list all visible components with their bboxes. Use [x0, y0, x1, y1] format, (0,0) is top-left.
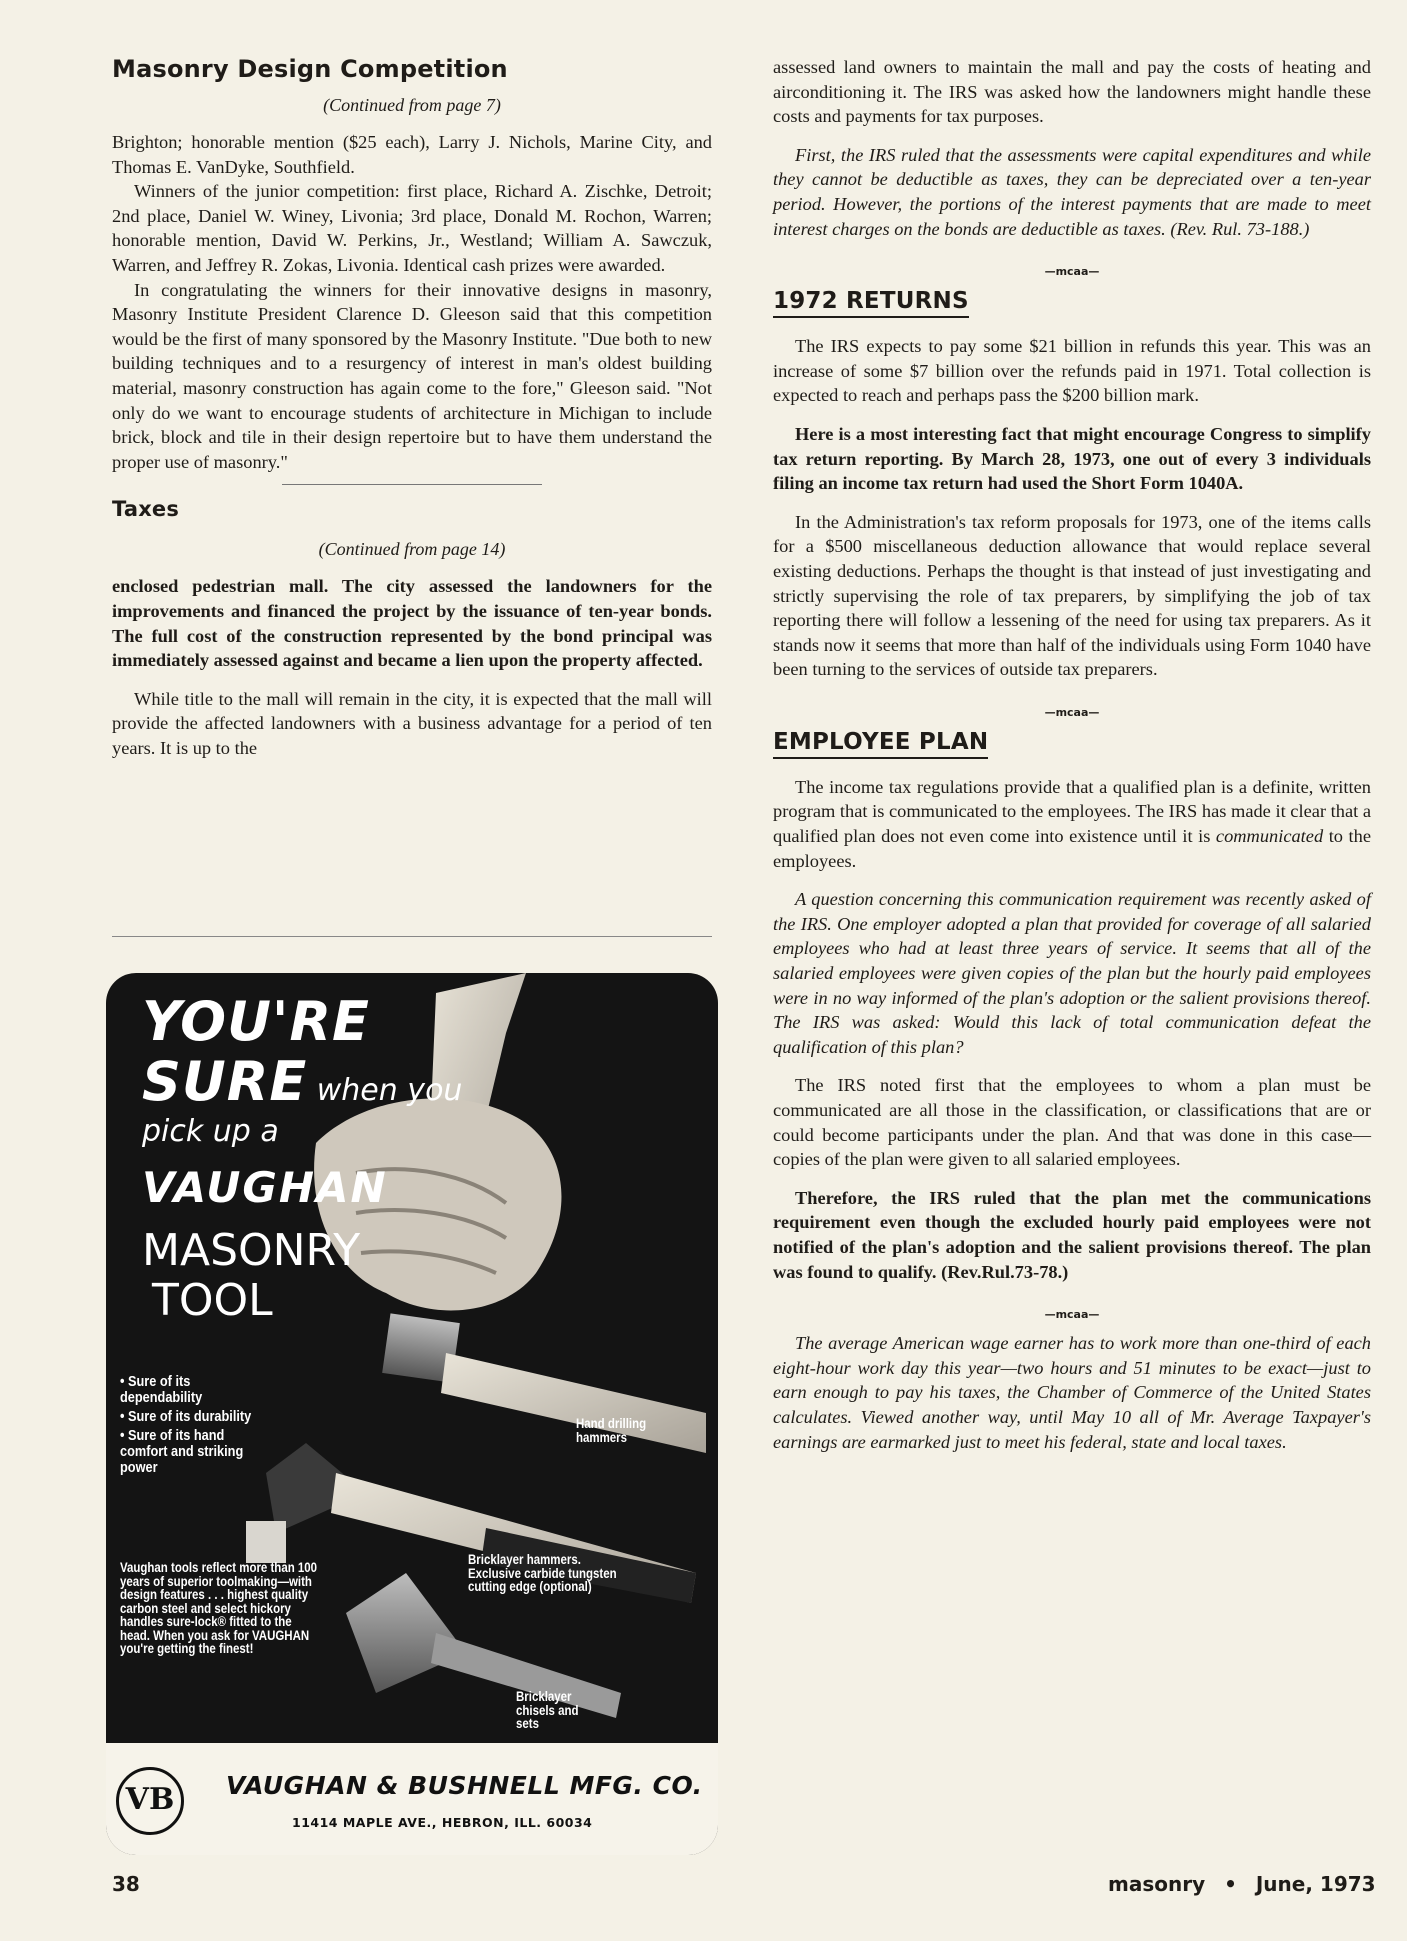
bricklayer-chisel-blade	[346, 1573, 466, 1693]
right-column	[773, 55, 1371, 1454]
masonry-paragraph-2: Winners of the junior competition: first place, Richard A. Zischke, Detroit; 2nd place, Daniel W. Winey, Livonia; 3rd place, Donald M. Rochon, Warren; honorable mention, David W. Perkins, Jr., Westland; William A. Sawczuk, Warren, and Jeffrey R. Zokas, Livonia. Identical cash prizes were awarded.	[112, 181, 712, 275]
mcaa-separator-1: —mcaa—	[1044, 265, 1100, 279]
ad-company-banner	[106, 1743, 718, 1855]
returns-1972-title: 1972 RETURNS	[773, 288, 969, 318]
masonry-competition-title: Masonry Design Competition	[112, 55, 508, 83]
irs-ruling-paragraph: First, the IRS ruled that the assessments were capital expenditures and while they cannot be deductible as taxes, they can be depreciated over a ten-year period. However, the portions of the interest payments that are made to meet interest charges on the bonds are deductible as taxes. (Rev. Rul. 73-188.)	[773, 144, 1371, 239]
footer-date: June, 1973	[1255, 1872, 1376, 1896]
ad-bullet-list	[120, 1374, 265, 1479]
employee-plan-p1-c: to the employees.	[773, 826, 1371, 871]
taxes-title: Taxes	[112, 497, 180, 522]
mall-assessment-paragraph: assessed land owners to maintain the mall and pay the costs of heating and airconditioning it. The IRS was asked how the landowners might handle these costs and payments for tax purposes.	[773, 57, 1371, 127]
employee-plan-paragraph-2: A question concerning this communication requirement was recently asked of the IRS. One employer adopted a plan that provided for coverage of all salaried employees who had at least three years of service. It seems that all of the salaried employees were given copies of the plan but the hourly paid employees were in no way informed of the plan's adoption or the salient provisions thereof. The IRS was asked: Would this lack of total communication defeat the qualification of this plan?	[773, 889, 1371, 1057]
ad-headline-line-1: YOU'RE	[142, 990, 370, 1053]
drilling-hammer-handle	[441, 1353, 706, 1453]
masonry-paragraph-3: In congratulating the winners for their innovative designs in masonry, Masonry Institute President Clarence D. Gleeson said that this competition would be the first of many sponsored by the Masonry Institute. "Due both to new building techniques and to a resurgency of interest in man's oldest building material, masonry construction has again come to the fore," Gleeson said. "Not only do we want to encourage students of architecture in Michigan to include brick, block and tile in their design repertoire but to have them understand the proper use of masonry."	[112, 279, 712, 472]
section-divider	[282, 484, 542, 485]
label-bricklayer-chisels: Bricklayer chisels and sets	[516, 1689, 579, 1731]
returns-paragraph-2: Here is a most interesting fact that might encourage Congress to simplify tax return reporting. By March 28, 1973, one out of every 3 individuals filing an income tax return had used the Short Form 1040A.	[773, 423, 1371, 494]
employee-plan-paragraph-3: The IRS noted first that the employees to whom a plan must be communicated are all those in the classification, or classifications that are or could become participants under the plan. And that was done in this case—copies of the plan were given to all salaried employees.	[773, 1075, 1371, 1170]
employee-plan-p1-emphasis: communicated	[1215, 826, 1324, 847]
footer-publication-name: masonry	[1108, 1872, 1206, 1896]
returns-paragraph-3: In the Administration's tax reform proposals for 1973, one of the items calls for a $500 miscellaneous deduction allowance that would replace several existing deductions. Perhaps the thought is that instead of just investigating and strictly supervising the role of tax preparers, by simplifying the job of tax reporting there will follow a lessening of the need for using tax preparers. As it stands now it seems that more than half of the individuals using Form 1040 have been turning to the services of outside tax preparers.	[773, 511, 1371, 680]
ad-headline-pick-up: pick up a	[142, 1114, 279, 1149]
ad-bullet-2: • Sure of its durability	[120, 1408, 252, 1425]
mcaa-separator-3: —mcaa—	[1044, 1308, 1100, 1322]
label-bricklayer-hammers: Bricklayer hammers. Exclusive carbide tungsten cutting edge (optional)	[468, 1552, 617, 1594]
vb-logo-icon: VB	[116, 1767, 184, 1835]
taxes-paragraph-2: While title to the mall will remain in the city, it is expected that the mall will provide the affected landowners with a business advantage for a period of ten years. It is up to the	[112, 688, 712, 758]
ad-brand-vaughan: VAUGHAN	[142, 1163, 388, 1212]
footer-publication	[1108, 1872, 1376, 1896]
ad-headline-masonry: MASONRY	[142, 1225, 361, 1276]
employee-plan-paragraph-1	[773, 775, 1371, 873]
employee-plan-p1-a: The income tax regulations provide that a qualified plan is a definite, written program that is communicated to the employees. The IRS has made it clear that a qualified plan does not even come into existence until it is	[773, 776, 1371, 847]
ad-company-address: 11414 MAPLE AVE., HEBRON, ILL. 60034	[292, 1815, 593, 1830]
ad-top-rule	[112, 936, 712, 937]
employee-plan-paragraph-4: Therefore, the IRS ruled that the plan met the communications requirement even though the excluded hourly paid employees were not notified of the plan's adoption and the salient provisions thereof. The plan was found to qualify. (Rev.Rul.73-78.)	[773, 1187, 1371, 1282]
mcaa-separator-2: —mcaa—	[1044, 705, 1100, 719]
page-number: 38	[112, 1872, 140, 1896]
label-hand-drilling-hammers: Hand drilling hammers	[576, 1416, 647, 1445]
left-column	[112, 55, 712, 760]
vaughan-advertisement	[106, 973, 718, 1855]
taxes-paragraph-1: enclosed pedestrian mall. The city assessed the landowners for the improvements and financed the project by the issuance of ten-year bonds. The full cost of the construction represented by the bond principal was immediately assessed against and became a lien upon the property affected.	[112, 576, 712, 671]
employee-plan-title: EMPLOYEE PLAN	[773, 729, 988, 759]
ad-bullet-3: • Sure of its hand comfort and striking power	[120, 1427, 244, 1476]
ad-headline-tool: TOOL	[152, 1275, 273, 1326]
footer-bullet: •	[1224, 1872, 1237, 1896]
ad-quality-note: Vaughan tools reflect more than 100 years of superior toolmaking—with design features . . . highest quality carbon steel and select hickory handles sure-lock® fitted to the head. When you ask for VAUGHAN you're getting the finest!	[120, 1560, 318, 1656]
masonry-paragraph-1: Brighton; honorable mention ($25 each), Larry J. Nichols, Marine City, and Thomas E. VanDyke, Southfield.	[112, 132, 712, 177]
ad-company-name: VAUGHAN & BUSHNELL MFG. CO.	[226, 1771, 703, 1800]
ad-headline-when-you: when you	[307, 1073, 463, 1108]
taxes-continued-note: (Continued from page 14)	[318, 539, 506, 560]
ad-headline	[142, 990, 463, 1326]
bricklayer-hammer-face	[246, 1521, 286, 1563]
ad-bullet-1: • Sure of its dependability	[120, 1373, 203, 1406]
wage-earner-paragraph: The average American wage earner has to work more than one-third of each eight-hour work day this year—two hours and 51 minutes to be exact—just to earn enough to pay his taxes, the Chamber of Commerce of the United States calculates. Viewed another way, until May 10 all of Mr. Average Taxpayer's earnings are earmarked just to meet his federal, state and local taxes.	[773, 1333, 1371, 1452]
returns-paragraph-1: The IRS expects to pay some $21 billion in refunds this year. This was an increase of some $7 billion over the refunds paid in 1971. Total collection is expected to reach and perhaps pass the $200 billion mark.	[773, 336, 1371, 406]
ad-headline-sure: SURE	[142, 1050, 308, 1113]
masonry-continued-note: (Continued from page 7)	[323, 95, 501, 115]
